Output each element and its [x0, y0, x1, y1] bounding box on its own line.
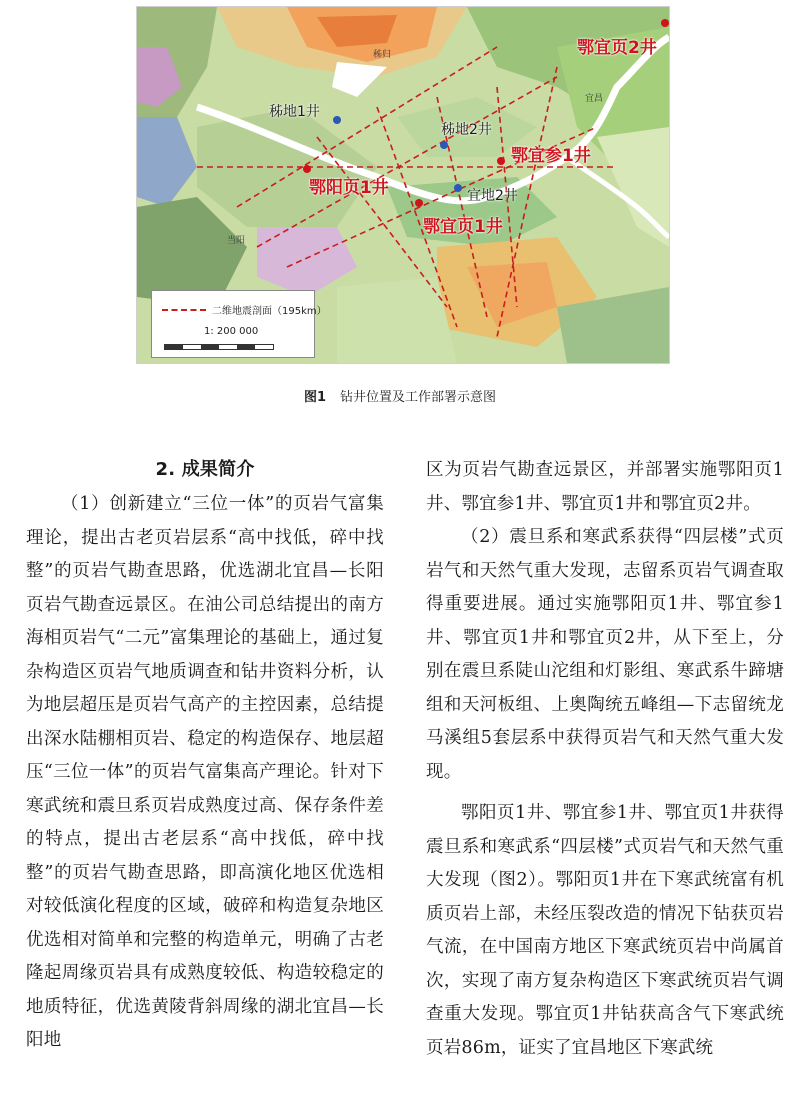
well-marker-eyiye2: [661, 19, 669, 27]
well-marker-eyiye1: [415, 199, 423, 207]
map-label-town-c: 当阳: [227, 236, 246, 246]
well-marker-eyangye1: [303, 165, 311, 173]
paragraph-3: 鄂阳页1井、鄂宜参1井、鄂宜页1井获得震旦系和寒武系“四层楼”式页岩气和天然气重大发现（图2）。鄂阳页1井在下寒武统富有机质页岩上部，未经压裂改造的情况下钻获页岩气流，在中国南方地区下寒武统页岩中尚属首次，实现了南方复杂构造区下寒武统页岩气调查重大发现。鄂宜页1井钻获高含气下寒武统页岩86m，证实了宜昌地区下寒武统: [426, 803, 784, 1058]
figure-caption-text: 钻井位置及工作部署示意图: [340, 390, 497, 405]
article-right-column: [426, 454, 784, 1065]
well-marker-zidi1: [333, 116, 341, 124]
map-label-town-b: 宜昌: [585, 94, 604, 104]
section-heading: 2. 成果简介: [155, 459, 255, 480]
well-label-eyangye1: 鄂阳页1井: [309, 178, 389, 198]
seismic-line-swatch: [162, 309, 206, 311]
map-label-town-a: 秭归: [373, 50, 392, 60]
map-legend: [151, 290, 327, 358]
well-label-zidi2: 秭地2井: [441, 122, 492, 138]
article-left-column: [26, 452, 384, 1058]
map-scale-text: 1: 200 000: [204, 326, 259, 337]
well-label-eyiye2: 鄂宜页2井: [577, 38, 657, 58]
well-label-eyiye1: 鄂宜页1井: [423, 217, 503, 237]
legend-seismic-label: 二维地震剖面（195km）: [212, 306, 327, 317]
well-label-yidi2: 宜地2井: [467, 188, 518, 204]
figure-caption: [0, 386, 800, 405]
paragraph-2: （2）震旦系和寒武系获得“四层楼”式页岩气和天然气重大发现，志留系页岩气调查取得重要进展。通过实施鄂阳页1井、鄂宜参1井、鄂宜页1井和鄂宜页2井，从下至上，分别在震旦系陡山沱组和灯影组、寒武系牛蹄塘组和天河板组、上奥陶统五峰组—下志留统龙马溪组5套层系中获得页岩气和天然气重大发现。: [426, 527, 784, 782]
well-marker-eyican1: [497, 157, 505, 165]
paragraph-1-continued: 区为页岩气勘查远景区，并部署实施鄂阳页1井、鄂宜参1井、鄂宜页1井和鄂宜页2井。: [426, 460, 784, 514]
figure-caption-number: 图1: [303, 390, 327, 405]
well-marker-zidi2: [440, 141, 448, 149]
scale-bar: [164, 344, 274, 350]
well-marker-yidi2: [454, 184, 462, 192]
well-label-zidi1: 秭地1井: [269, 104, 320, 120]
well-label-eyican1: 鄂宜参1井: [511, 146, 591, 166]
paragraph-1: （1）创新建立“三位一体”的页岩气富集理论，提出古老页岩层系“高中找低，碎中找整”的页岩气勘查思路，优选湖北宜昌—长阳页岩气勘查远景区。在油公司总结提出的南方海相页岩气“二元”富集理论的基础上，通过复杂构造区页岩气地质调查和钻井资料分析，认为地层超压是页岩气高产的主控因素，总结提出深水陆棚相页岩、稳定的构造保存、地层超压“三位一体”的页岩气富集高产理论。针对下寒武统和震旦系页岩成熟度过高、保存条件差的特点，提出古老层系“高中找低，碎中找整”的页岩气勘查思路，即高演化地区优选相对较低演化程度的区域，破碎和构造复杂地区优选相对简单和完整的构造单元，明确了古老隆起周缘页岩具有成熟度较低、构造较稳定的地质特征，优选黄陵背斜周缘的湖北宜昌—长阳地: [26, 494, 384, 1050]
well-location-map: [136, 6, 670, 364]
